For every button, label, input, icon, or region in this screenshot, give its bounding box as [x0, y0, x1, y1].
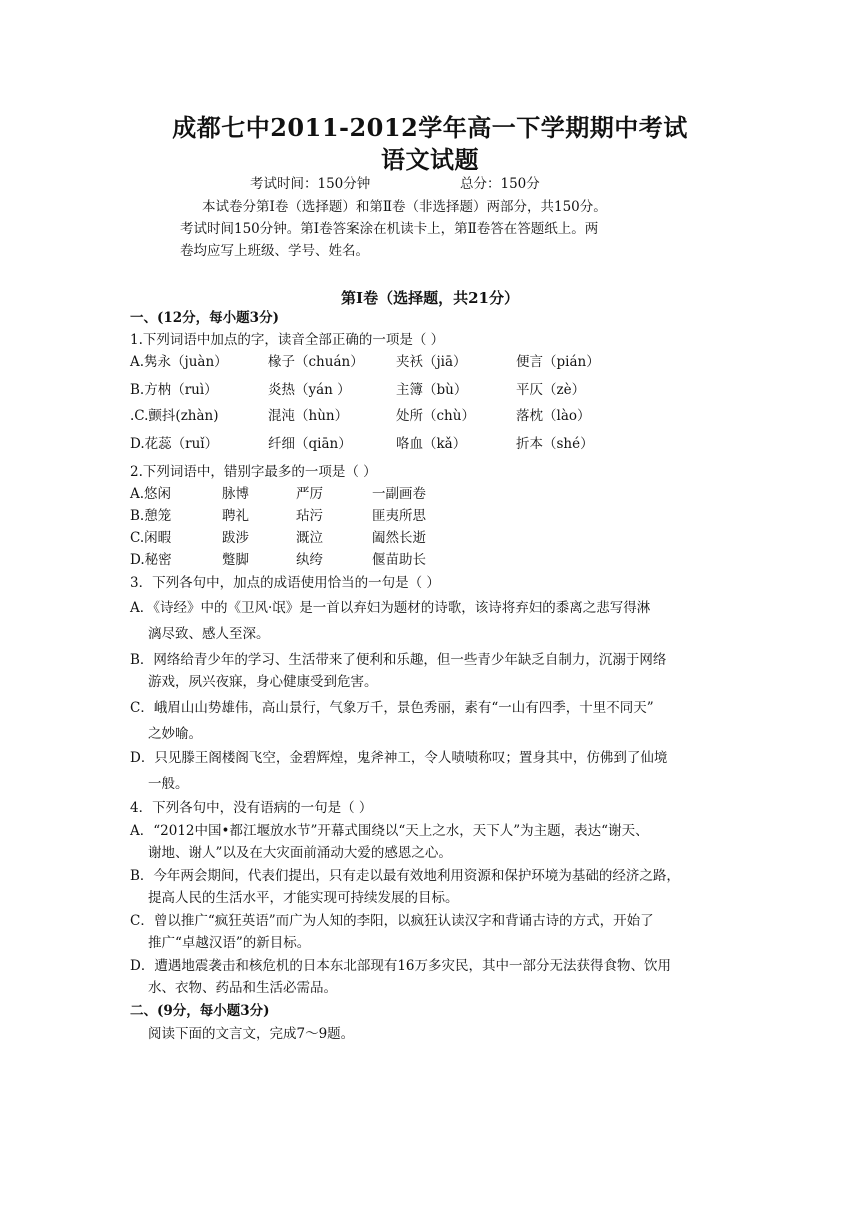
option-cell: 溉泣 — [296, 530, 323, 546]
option-cell: A.隽永（juàn） — [130, 354, 228, 370]
option-cell: D.秘密 — [130, 552, 172, 568]
option-cell: B.憩笼 — [130, 508, 172, 524]
q1-stem: 1.下列词语中加点的字，读音全部正确的一项是（ ） — [130, 332, 445, 348]
q3-option-d: D．只见滕王阁楼阁飞空，金碧辉煌，鬼斧神工，令人啧啧称叹；置身其中，仿佛到了仙境 — [130, 750, 668, 766]
option-cell: A.悠闲 — [130, 486, 172, 502]
option-cell: 主簿（bù） — [396, 382, 468, 398]
q4-option-b-cont: 提高人民的生活水平，才能实现可持续发展的目标。 — [148, 890, 459, 906]
q2-stem: 2.下列词语中，错别字最多的一项是（ ） — [130, 464, 377, 480]
q3-option-c: C．峨眉山山势雄伟，高山景行，气象万千，景色秀丽，素有“一山有四季，十里不同天” — [130, 700, 654, 716]
option-cell: 平仄（zè） — [516, 382, 586, 398]
option-cell: 聘礼 — [222, 508, 249, 524]
option-cell: 蹩脚 — [222, 552, 249, 568]
q4-option-a: A．“2012中国•都江堰放水节”开幕式围绕以“天上之水，天下人”为主题，表达“谢天、 — [130, 823, 649, 839]
option-cell: 椽子（chuán） — [268, 354, 364, 370]
q3-option-b-cont: 游戏，夙兴夜寐，身心健康受到危害。 — [148, 674, 378, 690]
total-score: 总分：150分 — [460, 176, 540, 192]
intro-line: 本试卷分第Ⅰ卷（选择题）和第Ⅱ卷（非选择题）两部分，共150分。 — [202, 199, 607, 215]
q4-option-b: B．今年两会期间，代表们提出，只有走以最有效地利用资源和保护环境为基础的经济之路， — [130, 868, 680, 884]
q4-stem: 4．下列各句中，没有语病的一句是（ ） — [130, 800, 373, 816]
option-cell: 偃苗助长 — [372, 552, 426, 568]
exam-time: 考试时间：150分钟 — [250, 176, 371, 192]
section2-title: 二、(9分，每小题3分) — [130, 1003, 270, 1019]
intro-line: 考试时间150分钟。第Ⅰ卷答案涂在机读卡上，第Ⅱ卷答在答题纸上。两 — [180, 221, 599, 237]
option-cell: 跋涉 — [222, 530, 249, 546]
option-cell: 炎热（yán ） — [268, 382, 351, 398]
option-cell: .C.颤抖(zhàn) — [130, 408, 219, 424]
exam-subtitle: 语文试题 — [381, 145, 479, 174]
option-cell: 纤细（qiān） — [268, 436, 352, 452]
option-cell: 处所（chù） — [396, 408, 475, 424]
option-cell: 落枕（lào） — [516, 408, 591, 424]
q4-option-c: C．曾以推广“疯狂英语”而广为人知的李阳，以疯狂认读汉字和背诵古诗的方式，开始了 — [130, 913, 654, 929]
option-cell: 脉博 — [222, 486, 249, 502]
option-cell: 阖然长逝 — [372, 530, 426, 546]
section2-instruction: 阅读下面的文言文，完成7～9题。 — [148, 1026, 355, 1042]
option-cell: 严厉 — [296, 486, 323, 502]
q4-option-d: D．遭遇地震袭击和核危机的日本东北部现有16万多灾民，其中一部分无法获得食物、饮用 — [130, 958, 672, 974]
option-cell: B.方枘（ruì） — [130, 382, 218, 398]
exam-title: 成都七中2011-2012学年高一下学期期中考试 — [172, 113, 688, 142]
q3-option-a: A．《诗经》中的《卫风·氓》是一首以弃妇为题材的诗歌，该诗将弃妇的黍离之悲写得淋 — [130, 600, 651, 616]
option-cell: 一副画卷 — [372, 486, 426, 502]
option-cell: 玷污 — [296, 508, 323, 524]
q3-option-d-cont: 一般。 — [148, 776, 189, 792]
q4-option-d-cont: 水、衣物、药品和生活必需品。 — [148, 980, 337, 996]
intro-line: 卷均应写上班级、学号、姓名。 — [180, 243, 369, 259]
option-cell: 混沌（hùn） — [268, 408, 349, 424]
option-cell: 咯血（kǎ） — [396, 436, 467, 452]
part1-title: 第Ⅰ卷（选择题，共21分） — [341, 289, 519, 307]
option-cell: 匪夷所思 — [372, 508, 426, 524]
option-cell: C.闲暇 — [130, 530, 172, 546]
option-cell: 纨绔 — [296, 552, 323, 568]
option-cell: 夹袄（jiā） — [396, 354, 467, 370]
option-cell: 便言（pián） — [516, 354, 600, 370]
option-cell: 折本（shé） — [516, 436, 594, 452]
q3-option-b: B．网络给青少年的学习、生活带来了便利和乐趣，但一些青少年缺乏自制力，沉溺于网络 — [130, 652, 667, 668]
option-cell: D.花蕊（ruǐ） — [130, 436, 219, 452]
q4-option-a-cont: 谢地、谢人”以及在大灾面前涌动大爱的感恩之心。 — [148, 845, 452, 861]
q3-option-a-cont: 漓尽致、感人至深。 — [148, 626, 270, 642]
q3-stem: 3．下列各句中，加点的成语使用恰当的一句是（ ） — [130, 575, 440, 591]
q3-option-c-cont: 之妙喻。 — [148, 726, 202, 742]
q4-option-c-cont: 推广“卓越汉语”的新目标。 — [148, 935, 311, 951]
section1-title: 一、(12分，每小题3分) — [130, 310, 279, 326]
